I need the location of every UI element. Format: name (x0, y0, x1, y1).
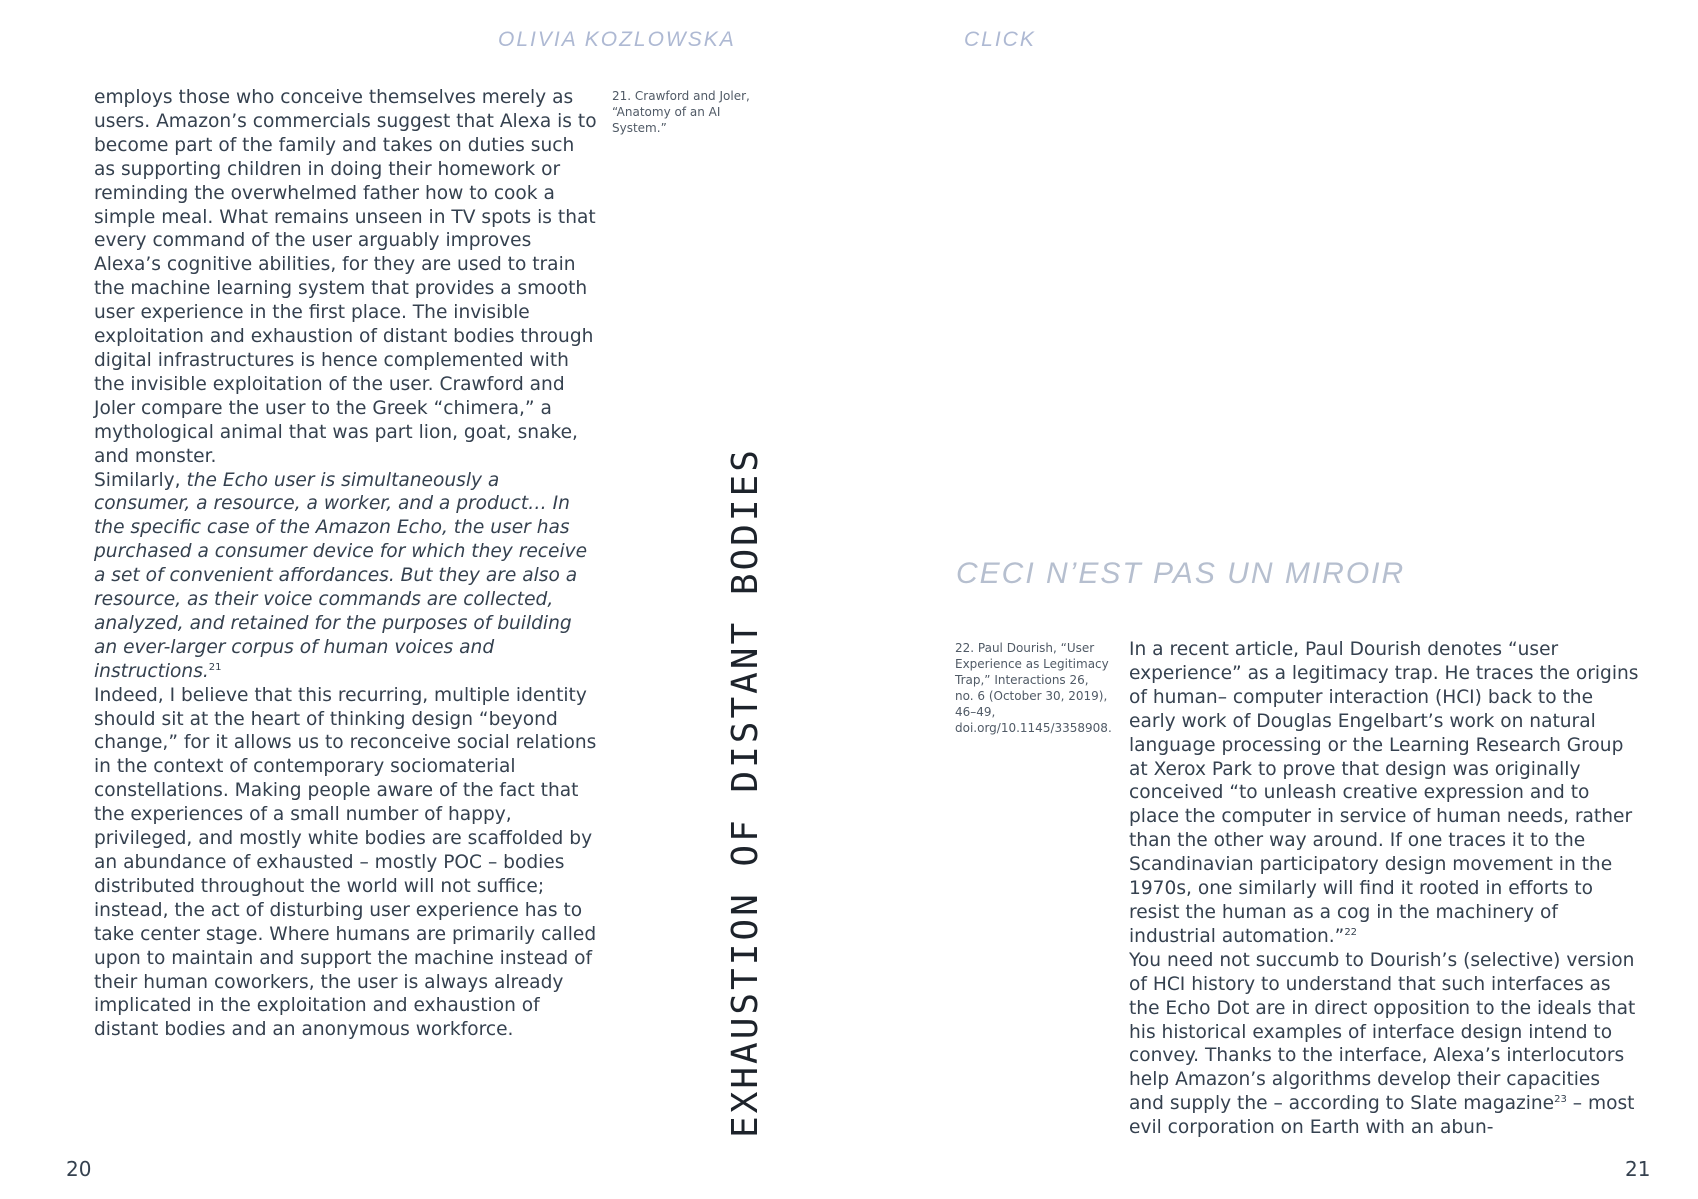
right-paragraph-1-text: In a recent article, Paul Dourish denotes “user experience” as a legitimacy trap. He traces the origins of human– computer interaction (HCI) back to the early work of Douglas Engelbart’s work on natural language processing or the Learning Research Group at Xerox Park to prove that design was originally conceived “to unleash creative expression and to place the computer in service of human needs, rather than the other way around. If one traces it to the Scandinavian participatory design movement in the 1970s, one similarly will find it rooted in efforts to resist the human as a cog in the machinery of industrial automation.” (1129, 639, 1639, 947)
footnote-ref-21: 21 (208, 661, 222, 673)
left-paragraph-2-lead: Similarly, (94, 469, 187, 491)
right-paragraph-1 (1129, 638, 1639, 949)
section-title: CECI N’EST PAS UN MIROIR (956, 557, 1406, 590)
left-page-body (94, 86, 599, 1042)
running-header-title: CLICK (964, 28, 1036, 51)
right-paragraph-2-tail: – most evil corporation on Earth with an abun- (1129, 1093, 1635, 1139)
left-paragraph-1: employs those who conceive themselves merely as users. Amazon’s commercials suggest that Alexa is to become part of the family and takes on duties such as supporting children in doing their homework or reminding the overwhelmed father how to cook a simple meal. What remains unseen in TV spots is that every command of the user arguably improves Alexa’s cognitive abilities, for they are used to train the machine learning system that provides a smooth user experience in the first place. The invisible exploitation and exhaustion of distant bodies through digital infrastructures is hence complemented with the invisible exploitation of the user. Crawford and Joler compare the user to the Greek “chimera,” a mythological animal that was part lion, goat, snake, and monster. (94, 87, 597, 467)
page-number-left: 20 (66, 1157, 92, 1181)
left-paragraph-2 (94, 469, 599, 684)
right-paragraph-2-text: You need not succumb to Dourish’s (selective) version of HCI history to understand that such interfaces as the Echo Dot are in direct opposition to the ideals that his historical examples of interface design intend to convey. Thanks to the interface, Alexa’s interlocutors help Amazon’s algorithms develop their capacities and supply the – according to Slate magazine (1129, 949, 1636, 1115)
footnote-ref-22: 22 (1344, 926, 1358, 938)
vertical-chapter-title: EXHAUSTION OF DISTANT BODIES (725, 447, 766, 1138)
footnote-21: 21. Crawford and Joler, “Anatomy of an AI System.” (612, 89, 750, 135)
page-number-right: 21 (1625, 1157, 1651, 1181)
left-paragraph-2-quote: the Echo user is simultaneously a consumer, a resource, a worker, and a product… In the specific case of the Amazon Echo, the user has purchased a consumer device for which they receive a set of convenient affordances. But they are also a resource, as their voice commands are collected, analyzed, and retained for the purposes of building an ever-larger corpus of human voices and instructions. (94, 469, 588, 682)
right-page-body (1129, 638, 1639, 1140)
running-header-author: OLIVIA KOZLOWSKA (498, 28, 736, 51)
right-paragraph-2 (1129, 949, 1639, 1140)
footnote-ref-23: 23 (1554, 1094, 1567, 1106)
left-paragraph-3: Indeed, I believe that this recurring, multiple identity should sit at the heart of thinking design “beyond change,” for it allows us to reconceive social relations in the context of contemporary sociomaterial constellations. Making people aware of the fact that the experiences of a small number of happy, privileged, and mostly white bodies are scaffolded by an abundance of exhausted – mostly POC – bodies distributed throughout the world will not suffice; instead, the act of disturbing user experience has to take center stage. Where humans are primarily called upon to maintain and support the machine instead of their human coworkers, the user is always already implicated in the exploitation and exhaustion of distant bodies and an anonymous workforce. (94, 684, 597, 1041)
footnote-22: 22. Paul Dourish, “User Experience as Legitimacy Trap,” Interactions 26, no. 6 (October 30, 2019), 46–49, doi.org/10.1145/3358908. (955, 641, 1112, 735)
vertical-title-container (688, 438, 766, 1138)
